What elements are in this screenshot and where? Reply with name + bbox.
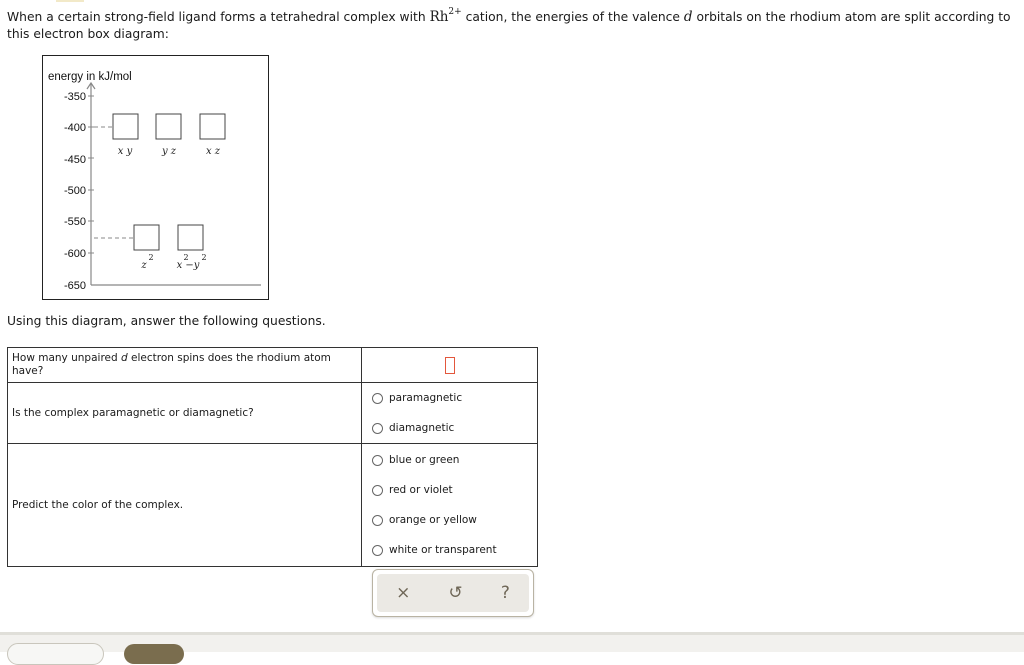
svg-text:y z: y z bbox=[161, 146, 177, 157]
svg-text:2: 2 bbox=[183, 253, 189, 262]
option-diamagnetic[interactable]: diamagnetic bbox=[362, 413, 537, 443]
d-symbol: d bbox=[683, 9, 693, 25]
top-tab-indicator bbox=[56, 0, 84, 2]
option-paramagnetic[interactable]: paramagnetic bbox=[362, 383, 537, 413]
question-magnetism: Is the complex paramagnetic or diamagnetic? bbox=[12, 407, 254, 419]
orbital-box-z2[interactable] bbox=[134, 225, 159, 250]
question-table bbox=[7, 347, 538, 567]
radio-icon[interactable] bbox=[372, 545, 383, 556]
orbital-box-xy[interactable] bbox=[113, 114, 138, 139]
intro-text-1: When a certain strong-field ligand forms a tetrahedral complex with bbox=[7, 10, 430, 24]
option-orange-yellow[interactable]: orange or yellow bbox=[362, 505, 537, 535]
svg-text:z: z bbox=[141, 260, 147, 271]
ion-formula: $Rh^{2+}$ bbox=[429, 7, 462, 25]
option-white-transparent[interactable]: white or transparent bbox=[362, 535, 537, 565]
axis-label: energy in kJ/mol bbox=[48, 71, 132, 83]
svg-text:-550: -550 bbox=[63, 216, 86, 228]
option-red-violet[interactable]: red or violet bbox=[362, 475, 537, 505]
orbital-box-yz[interactable] bbox=[156, 114, 181, 139]
radio-icon[interactable] bbox=[372, 485, 383, 496]
svg-text:2: 2 bbox=[201, 253, 207, 262]
svg-text:-400: -400 bbox=[63, 122, 86, 134]
answer-toolbar bbox=[372, 569, 534, 617]
radio-icon[interactable] bbox=[372, 515, 383, 526]
unpaired-spins-input[interactable] bbox=[445, 357, 455, 374]
help-icon[interactable]: ? bbox=[500, 583, 510, 603]
svg-text:-600: -600 bbox=[63, 248, 86, 260]
question-intro bbox=[7, 9, 1017, 43]
intro-text-3: orbitals on the rhodium atom are split according to this electron box diagram: bbox=[7, 10, 1011, 41]
orbital-box-x2-y2[interactable] bbox=[178, 225, 203, 250]
table-row bbox=[8, 383, 538, 444]
radio-icon[interactable] bbox=[372, 455, 383, 466]
table-row bbox=[8, 348, 538, 383]
svg-text:-500: -500 bbox=[63, 185, 86, 197]
intro-text-2: cation, the energies of the valence bbox=[461, 10, 684, 24]
clear-icon[interactable]: × bbox=[396, 583, 411, 603]
electron-box-diagram bbox=[42, 55, 269, 300]
svg-text:-650: -650 bbox=[63, 280, 86, 292]
svg-text:x z: x z bbox=[205, 146, 221, 157]
table-row bbox=[8, 444, 538, 567]
svg-text:2: 2 bbox=[148, 253, 154, 262]
undo-icon[interactable]: ↺ bbox=[448, 583, 463, 603]
option-blue-green[interactable]: blue or green bbox=[362, 445, 537, 475]
svg-text:x −y: x −y bbox=[176, 260, 200, 271]
svg-text:x y: x y bbox=[117, 146, 133, 157]
instructions: Using this diagram, answer the following questions. bbox=[7, 314, 326, 328]
svg-text:-350: -350 bbox=[63, 91, 86, 103]
primary-button[interactable] bbox=[124, 644, 184, 664]
radio-icon[interactable] bbox=[372, 393, 383, 404]
question-unpaired: How many unpaired d electron spins does the rhodium atom have? bbox=[12, 352, 331, 377]
question-color: Predict the color of the complex. bbox=[12, 499, 184, 511]
orbital-box-xz[interactable] bbox=[200, 114, 225, 139]
svg-text:-450: -450 bbox=[63, 154, 86, 166]
radio-icon[interactable] bbox=[372, 423, 383, 434]
secondary-button[interactable] bbox=[7, 643, 104, 665]
